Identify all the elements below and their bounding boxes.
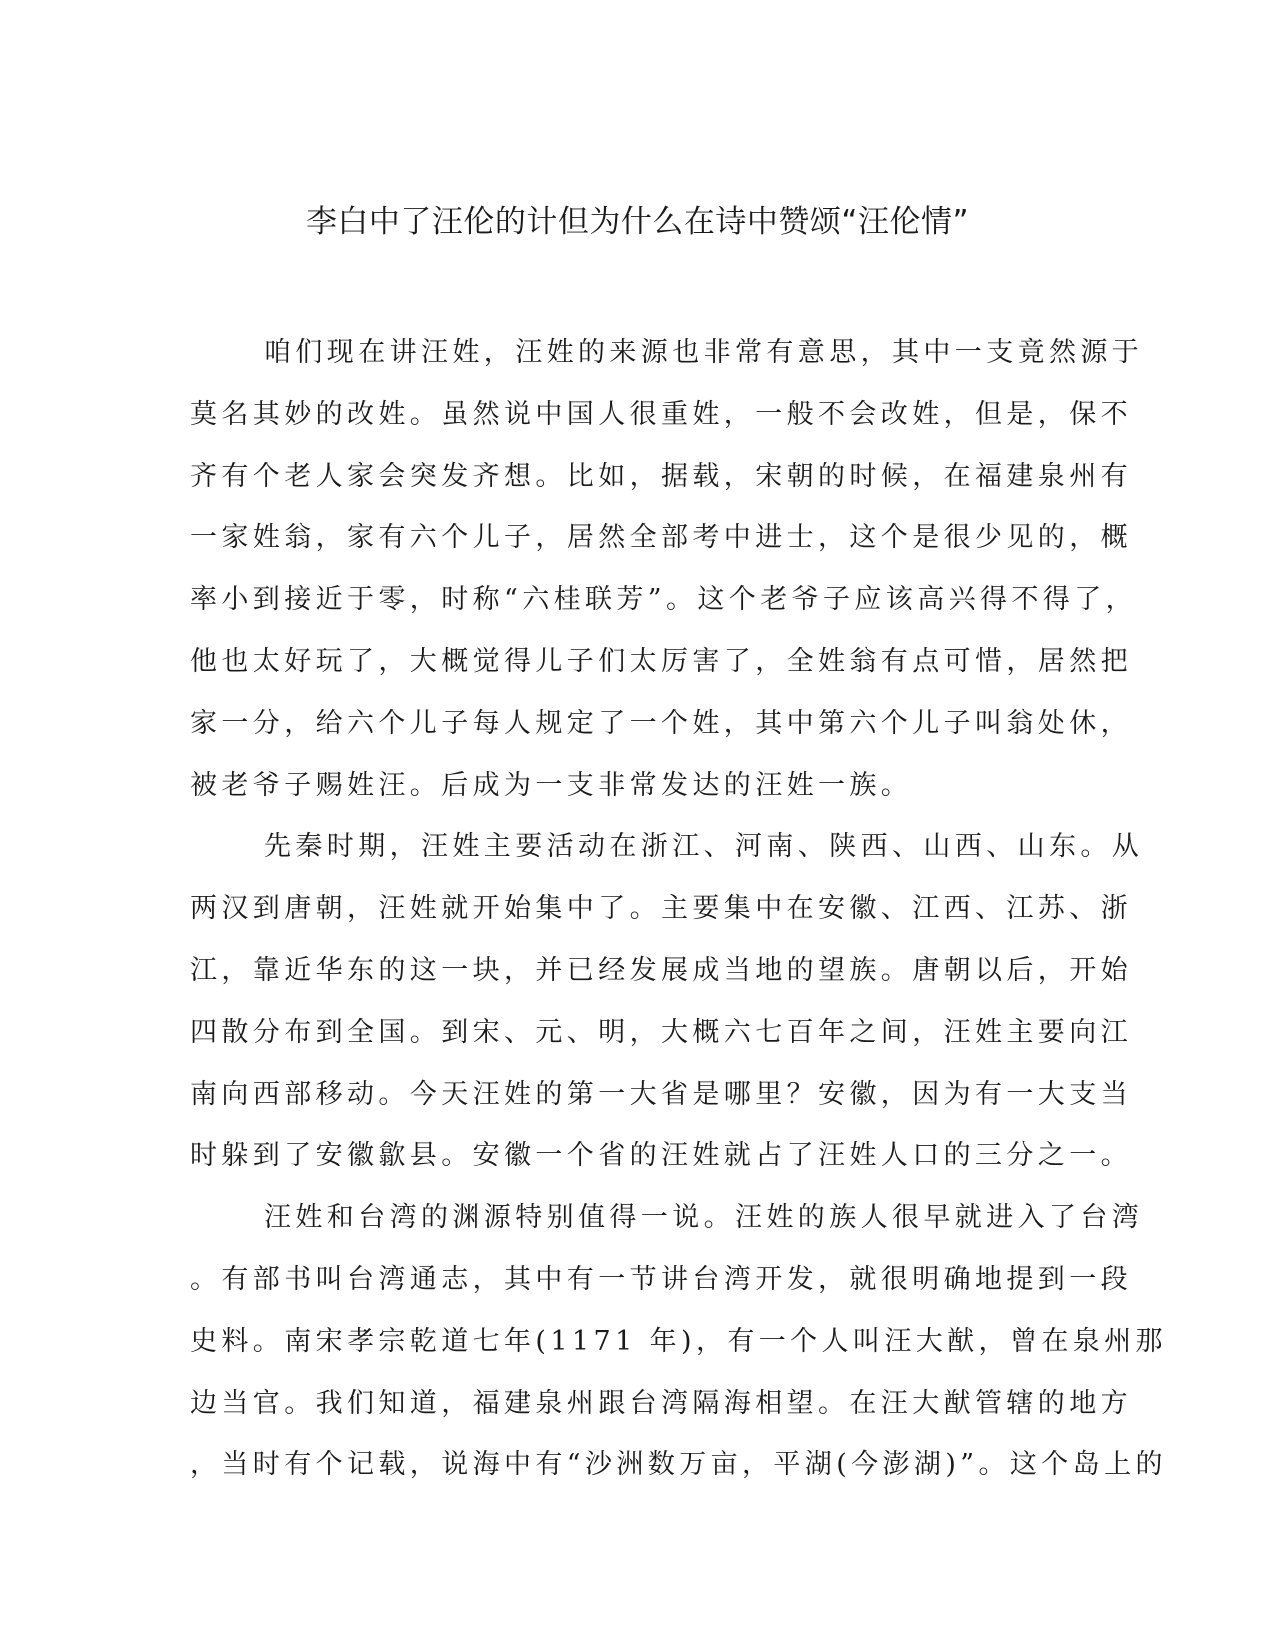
text-line: 边当官。我们知道，福建泉州跟台湾隔海相望。在汪大猷管辖的地方 bbox=[190, 1387, 1132, 1419]
article-body bbox=[190, 322, 1167, 1496]
text-line: 齐有个老人家会突发齐想。比如，据载，宋朝的时候，在福建泉州有 bbox=[190, 460, 1132, 492]
text-line: 江，靠近华东的这一块，并已经发展成当地的望族。唐朝以后，开始 bbox=[190, 954, 1132, 986]
text-line: 家一分，给六个儿子每人规定了一个姓，其中第六个儿子叫翁处休， bbox=[190, 707, 1132, 739]
paragraph-1 bbox=[190, 322, 1144, 816]
text-line: 四散分布到全国。到宋、元、明，大概六七百年之间，汪姓主要向江 bbox=[190, 1016, 1132, 1048]
text-line: 时躲到了安徽歙县。安徽一个省的汪姓就占了汪姓人口的三分之一。 bbox=[190, 1140, 1132, 1172]
text-line: ，当时有个记载，说海中有“沙洲数万亩，平湖(今澎湖)”。这个岛上的 bbox=[190, 1449, 1167, 1481]
text-line: 汪姓和台湾的渊源特别值得一说。汪姓的族人很早就进入了台湾 bbox=[264, 1202, 1144, 1234]
page-title: 李白中了汪伦的计但为什么在诗中赞颂“汪伦情” bbox=[305, 204, 970, 240]
text-line: 莫名其妙的改姓。虽然说中国人很重姓，一般不会改姓，但是，保不 bbox=[190, 398, 1132, 430]
text-line: 南向西部移动。今天汪姓的第一大省是哪里？安徽，因为有一大支当 bbox=[190, 1078, 1132, 1110]
text-line: 。有部书叫台湾通志，其中有一节讲台湾开发，就很明确地提到一段 bbox=[190, 1263, 1132, 1295]
text-line: 他也太好玩了，大概觉得儿子们太厉害了，全姓翁有点可惜，居然把 bbox=[190, 645, 1132, 677]
text-line: 史料。南宋孝宗乾道七年(1171 年)，有一个人叫汪大猷，曾在泉州那 bbox=[190, 1325, 1167, 1357]
text-line: 两汉到唐朝，汪姓就开始集中了。主要集中在安徽、江西、江苏、浙 bbox=[190, 893, 1132, 925]
paragraph-2 bbox=[190, 816, 1144, 1187]
text-line: 被老爷子赐姓汪。后成为一支非常发达的汪姓一族。 bbox=[190, 769, 913, 801]
text-line: 率小到接近于零，时称“六桂联芳”。这个老爷子应该高兴得不得了， bbox=[190, 584, 1138, 616]
text-line: 一家姓翁，家有六个儿子，居然全部考中进士，这个是很少见的，概 bbox=[190, 522, 1132, 554]
text-line: 先秦时期，汪姓主要活动在浙江、河南、陕西、山西、山东。从 bbox=[264, 831, 1144, 863]
paragraph-3 bbox=[190, 1187, 1167, 1496]
text-line: 咱们现在讲汪姓，汪姓的来源也非常有意思，其中一支竟然源于 bbox=[264, 337, 1144, 368]
